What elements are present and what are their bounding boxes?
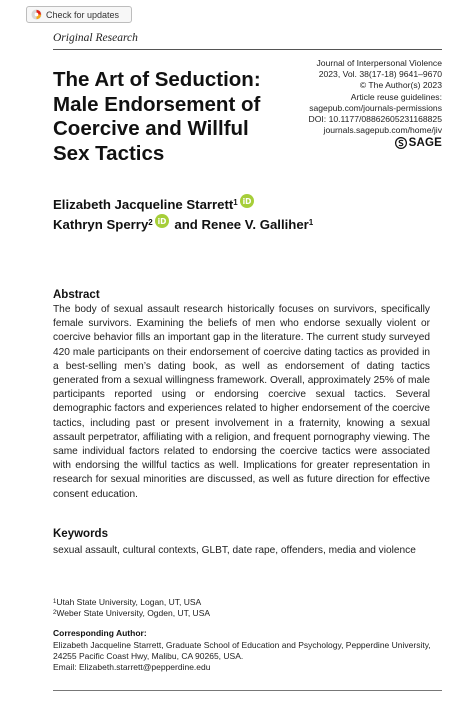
doi-link[interactable]: DOI: 10.1177/08862605231168825	[308, 114, 442, 125]
footer-rule	[53, 690, 442, 691]
corresponding-author-address: Elizabeth Jacqueline Starrett, Graduate School of Education and Psychology, Pepperdine University, 24255 Pacific Coast Hwy, Malibu, CA 90265, USA.	[53, 640, 431, 662]
affiliation-marker: 2	[148, 218, 153, 228]
affiliation-item: $^1$Utah State University, Logan, UT, USA	[53, 597, 202, 607]
affiliation-item: $^2$Weber State University, Ogden, UT, USA	[53, 608, 211, 619]
affiliations	[53, 597, 433, 619]
svg-text:iD: iD	[242, 197, 252, 207]
journal-info	[252, 58, 442, 149]
abstract-heading: Abstract	[53, 289, 100, 301]
affiliation-marker: 1	[308, 218, 314, 228]
corresponding-author-heading: Corresponding Author:	[53, 628, 147, 638]
author-name: Elizabeth Jacqueline Starrett	[53, 197, 234, 212]
sage-logo	[252, 137, 442, 149]
keywords-text: sexual assault, cultural contexts, GLBT, date rape, offenders, media and violence	[53, 545, 416, 556]
sage-wordmark: SAGE	[408, 136, 442, 149]
header-rule	[53, 49, 442, 50]
author-list	[53, 195, 443, 235]
keywords-heading: Keywords	[53, 528, 108, 540]
author-name: Renee V. Galliher	[201, 217, 309, 233]
permissions-link[interactable]: sagepub.com/journals-permissions	[309, 102, 442, 113]
copyright-line: © The Author(s) 2023	[359, 80, 442, 91]
crossmark-icon	[31, 9, 42, 20]
check-for-updates-label: Check for updates	[46, 9, 120, 20]
author-conjunction: and	[174, 217, 198, 233]
article-title: The Art of Seduction: Male Endorsement of Coercive and Willful Sex Tactics	[53, 68, 261, 165]
journal-name: Journal of Interpersonal Violence	[316, 58, 442, 68]
orcid-icon[interactable]	[155, 214, 169, 233]
svg-text:iD: iD	[157, 217, 167, 227]
corresponding-author-email[interactable]: Email: Elizabeth.starrett@pepperdine.edu	[53, 662, 211, 673]
orcid-icon[interactable]	[240, 194, 254, 213]
check-for-updates-button[interactable]	[26, 6, 132, 23]
reuse-guidelines-label: Article reuse guidelines:	[350, 91, 442, 102]
sage-s-icon	[395, 137, 407, 149]
abstract-text: The body of sexual assault research historically focuses on survivors, specifically female survivors. Examining the beliefs of men who endorse sexually violent or coercive behavior fills an important gap in the literature. The current study surveyed 420 male participants on their endorsement of coercive dating tactics as provided in a best-selling men’s dating book, as well as endorsement of dating tactics generated from a sexual willingness framework. Overall, approximately 25% of male participants reported using or endorsing coercive sexual tactics. Several demographic factors and experiences related to higher endorsement of the coercive tactics, including past or present involvement in a fraternity, knowing a sexual assault perpetrator, affiliating with a religion, and frequent pornography viewing. The same individual factors related to endorsing the coercive tactics were associated with endorsing the willful tactics as well. Implications for greater representation in research for sexual minorities are discussed, as well as future direction for effective consent education.	[53, 304, 430, 500]
journal-volume: 2023, Vol. 38(17-18) 9641–9670	[318, 69, 442, 80]
article-type: Original Research	[53, 32, 138, 44]
journal-home-link[interactable]: journals.sagepub.com/home/jiv	[323, 125, 442, 136]
corresponding-author-details	[53, 640, 443, 674]
affiliation-marker: 1	[233, 198, 238, 207]
author-name: Kathryn Sperry	[53, 217, 149, 233]
